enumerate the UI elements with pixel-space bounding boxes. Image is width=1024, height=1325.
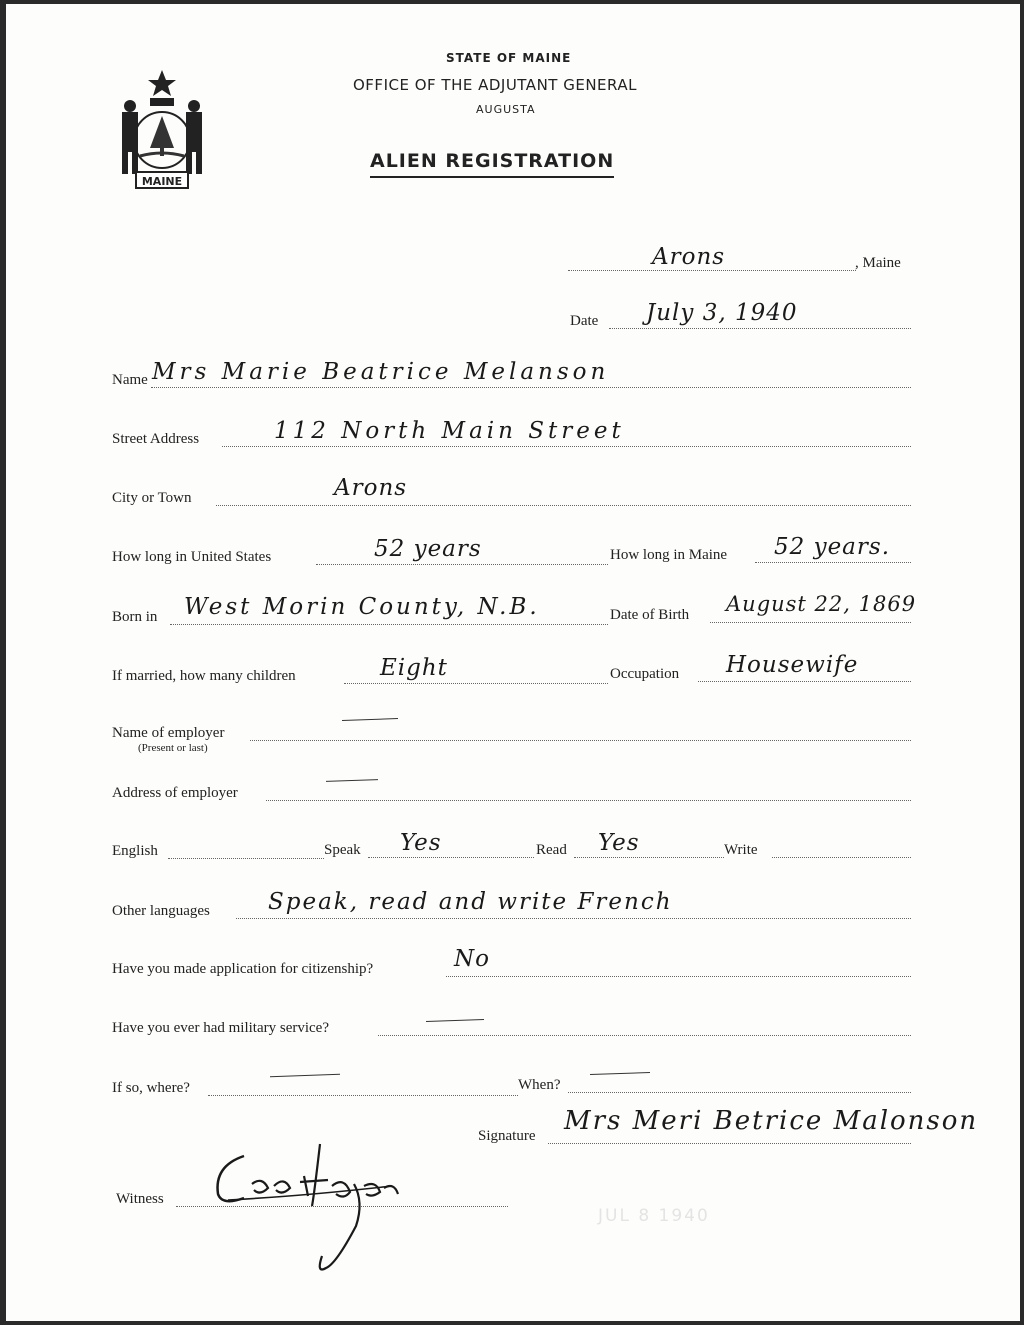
write-label: Write (724, 842, 758, 858)
date-line (609, 328, 911, 329)
witness-label: Witness (116, 1191, 164, 1207)
employer-line (250, 740, 911, 741)
city-value: Arons (334, 475, 408, 501)
state-heading: STATE OF MAINE (446, 51, 572, 65)
children-line (344, 683, 608, 684)
city-label: City or Town (112, 490, 192, 506)
signature-line (548, 1143, 911, 1144)
us-duration-label: How long in United States (112, 549, 272, 565)
place-value: Arons (652, 244, 726, 270)
children-value: Eight (380, 655, 448, 681)
when-line (568, 1092, 911, 1093)
when-label: When? (518, 1077, 561, 1093)
employer-note: (Present or last) (138, 742, 208, 754)
other-languages-line (236, 918, 911, 919)
date-of-birth-label: Date of Birth (610, 607, 690, 623)
street-address-line (222, 446, 911, 447)
svg-text:MAINE: MAINE (141, 175, 183, 188)
citizenship-value: No (454, 946, 490, 972)
other-languages-value: Speak, read and write French (268, 889, 673, 915)
employer-address-dash (326, 779, 378, 782)
city-line (216, 505, 911, 506)
born-in-value: West Morin County, N.B. (184, 594, 540, 620)
office-heading: OFFICE OF THE ADJUTANT GENERAL (353, 76, 637, 94)
born-in-line (170, 624, 608, 625)
occupation-line (698, 681, 911, 682)
where-label: If so, where? (112, 1080, 190, 1096)
read-label: Read (536, 842, 567, 858)
us-duration-line (316, 564, 608, 565)
date-label: Date (570, 313, 599, 329)
speak-value: Yes (400, 830, 442, 856)
city-heading: AUGUSTA (476, 103, 536, 116)
military-dash (426, 1019, 484, 1022)
english-line (168, 858, 324, 859)
form-title: ALIEN REGISTRATION (370, 150, 614, 178)
signature-label: Signature (478, 1128, 536, 1144)
write-line (772, 857, 911, 858)
signature-value: Mrs Meri Betrice Malonson (564, 1106, 979, 1136)
date-value: July 3, 1940 (646, 300, 798, 326)
born-in-label: Born in (112, 609, 158, 625)
maine-duration-value: 52 years. (774, 534, 891, 560)
read-value: Yes (598, 830, 640, 856)
citizenship-line (446, 976, 911, 977)
where-line (208, 1095, 518, 1096)
english-label: English (112, 843, 158, 859)
place-line (568, 270, 856, 271)
alien-registration-form (6, 4, 1020, 1321)
maine-duration-line (755, 562, 911, 563)
maine-state-seal (108, 64, 216, 192)
read-line (574, 857, 724, 858)
employer-address-label: Address of employer (112, 785, 238, 801)
witness-signature (204, 1136, 404, 1276)
speak-label: Speak (324, 842, 361, 858)
date-of-birth-value: August 22, 1869 (726, 592, 917, 616)
received-stamp: JUL 8 1940 (598, 1206, 710, 1226)
employer-address-line (266, 800, 911, 801)
street-address-label: Street Address (112, 431, 200, 447)
occupation-value: Housewife (726, 652, 859, 678)
employer-label: Name of employer (112, 725, 225, 741)
occupation-label: Occupation (610, 666, 680, 682)
other-languages-label: Other languages (112, 903, 210, 919)
military-label: Have you ever had military service? (112, 1020, 329, 1036)
us-duration-value: 52 years (374, 536, 482, 562)
street-address-value: 112 North Main Street (274, 418, 625, 444)
military-line (378, 1035, 911, 1036)
name-label: Name (112, 372, 148, 388)
speak-line (368, 857, 534, 858)
maine-suffix: , Maine (855, 255, 901, 271)
name-line (151, 387, 911, 388)
where-dash (270, 1074, 340, 1077)
date-of-birth-line (710, 622, 911, 623)
maine-duration-label: How long in Maine (610, 547, 728, 563)
citizenship-label: Have you made application for citizenship? (112, 961, 374, 977)
when-dash (590, 1072, 650, 1075)
employer-dash (342, 718, 398, 721)
children-label: If married, how many children (112, 668, 296, 684)
name-value: Mrs Marie Beatrice Melanson (152, 359, 610, 385)
